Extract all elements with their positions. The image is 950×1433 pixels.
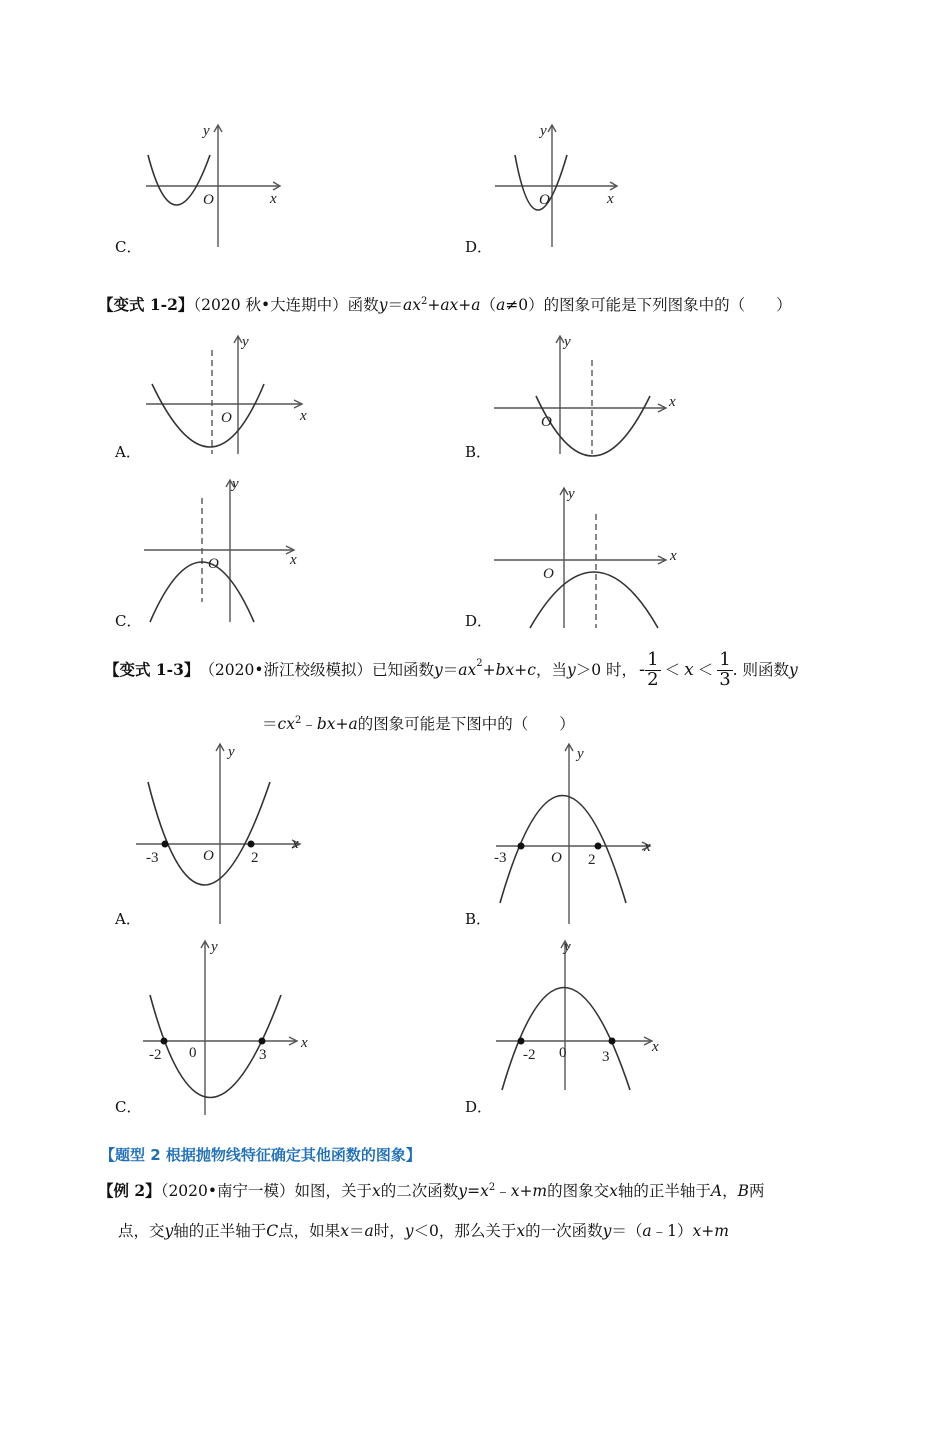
y-label: y	[577, 746, 584, 762]
question-1-3-stem: 【变式 1-3】 （2020•浙江校级模拟）已知函数 y ＝ ax $^2$ +bx+c ，当 y ＞0 时， - $\frac{1}{2}$ ＜ x ＜ $\frac{1}{3}$ . 则函数 y	[104, 648, 798, 690]
tick-label: -3	[146, 850, 159, 866]
origin-label: O	[551, 850, 562, 866]
origin-label: O	[543, 566, 554, 582]
root-point	[518, 1038, 525, 1045]
graph-1-3-d	[490, 935, 690, 1095]
x-label: x	[669, 394, 676, 410]
graph-1-2-d	[490, 482, 690, 632]
option-d-label: D．	[465, 238, 493, 256]
question-bracket: 【变式 1-3】	[104, 659, 200, 679]
example-2-stem-line1: 【例 2】（2020•南宁一模）如图，关于x的二次函数$y=x^2﹣x+m$的图象交x轴的正半轴于A，B两	[98, 1181, 765, 1201]
question-bracket: 【变式 1-2】	[98, 295, 194, 315]
y-label: y	[564, 334, 571, 350]
graph-1-2-a	[140, 330, 320, 460]
x-label: x	[292, 836, 299, 852]
root-point	[609, 1038, 616, 1045]
y-label: y	[203, 123, 210, 139]
x-label: x	[644, 839, 651, 855]
y-label: y	[232, 476, 239, 492]
x-label: x	[670, 548, 677, 564]
y-label: y	[242, 334, 249, 350]
graph-top-c	[130, 115, 300, 255]
root-point	[595, 843, 602, 850]
graph-1-3-b	[490, 738, 690, 928]
y-label: y	[564, 939, 571, 955]
question-1-2-stem: 【变式 1-2】（2020 秋•大连期中）函数$y=ax^2+ax+a(a\ne 0)$的图象可能是下列图象中的（ ）	[98, 295, 792, 315]
option-d-label: D．	[465, 1098, 493, 1116]
x-label: x	[300, 408, 307, 424]
tick-label: -2	[523, 1047, 536, 1063]
origin-label: O	[541, 414, 552, 430]
tick-label: -3	[494, 850, 507, 866]
origin-label: 0	[189, 1045, 197, 1061]
fraction-one-third: $\frac{1}{3}$	[719, 648, 731, 690]
option-c-label: C．	[115, 238, 142, 256]
y-label: y	[228, 744, 235, 760]
origin-label: O	[208, 556, 219, 572]
origin-label: O	[203, 192, 214, 208]
section-title: 【题型 2 根据抛物线特征确定其他函数的图象】	[100, 1146, 421, 1164]
graph-1-2-c	[140, 472, 320, 632]
origin-label: O	[539, 192, 550, 208]
option-b-label: B．	[465, 910, 492, 928]
root-point	[161, 1038, 168, 1045]
option-a-label: A．	[115, 443, 141, 461]
fraction-one-half: $\frac{1}{2}$	[647, 648, 659, 690]
tick-label: 3	[602, 1049, 610, 1065]
parabola	[148, 155, 210, 205]
graph-1-3-c	[135, 935, 335, 1120]
y-label: y	[568, 486, 575, 502]
question-1-3-stem-line2: $=cx^2﹣bx+a$的图象可能是下图中的（ ）	[262, 715, 575, 734]
graph-1-3-a	[130, 738, 330, 928]
example-bracket: 【例 2】	[98, 1181, 161, 1201]
root-point	[162, 841, 169, 848]
x-label: x	[301, 1035, 308, 1051]
y-label: y	[540, 123, 547, 139]
y-label: y	[211, 939, 218, 955]
tick-label: 2	[251, 850, 259, 866]
x-label: x	[652, 1039, 659, 1055]
option-b-label: B．	[465, 443, 492, 461]
option-c-label: C．	[115, 1098, 142, 1116]
parabola	[152, 384, 264, 447]
example-2-stem-line2: 点，交y轴的正半轴于C点，如果x＝a时，y＜0，那么关于x的一次函数y＝（a﹣1）x+m	[118, 1222, 729, 1240]
x-label: x	[290, 552, 297, 568]
graph-top-d	[485, 115, 655, 255]
parabola	[500, 796, 626, 904]
root-point	[518, 843, 525, 850]
root-point	[248, 841, 255, 848]
tick-label: 2	[588, 852, 596, 868]
option-d-label: D．	[465, 612, 493, 630]
x-label: x	[607, 191, 614, 207]
parabola	[536, 396, 650, 456]
origin-label: O	[203, 848, 214, 864]
root-point	[259, 1038, 266, 1045]
x-label: x	[270, 191, 277, 207]
option-a-label: A．	[115, 910, 141, 928]
origin-label: O	[221, 410, 232, 426]
origin-label: 0	[559, 1045, 567, 1061]
tick-label: -2	[149, 1047, 162, 1063]
parabola	[148, 782, 270, 885]
tick-label: 3	[259, 1047, 267, 1063]
graph-1-2-b	[490, 330, 690, 460]
option-c-label: C．	[115, 612, 142, 630]
